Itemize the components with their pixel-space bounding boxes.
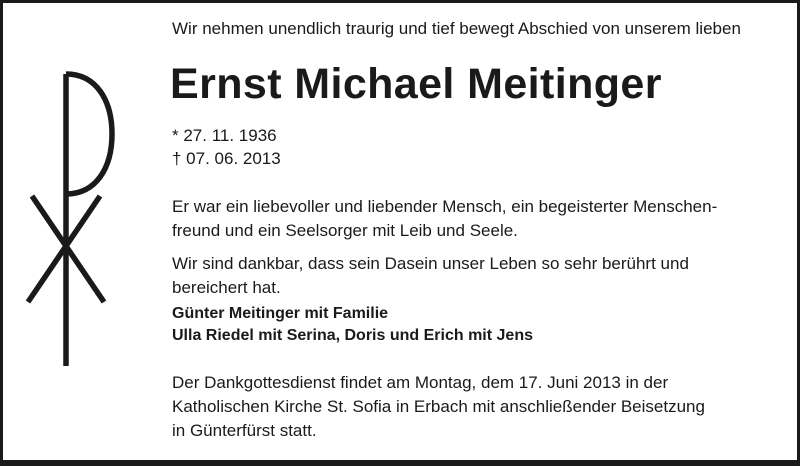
service-paragraph [172,371,772,443]
service-line: in Günterfürst statt. [172,421,317,440]
gratitude-line: bereichert hat. [172,278,281,297]
intro-text: Wir nehmen unendlich traurig und tief bewegt Abschied von unserem lieben [172,19,741,38]
life-dates [172,124,281,170]
death-date: † 07. 06. 2013 [172,149,281,168]
gratitude-paragraph [172,252,772,300]
mourner-line: Ulla Riedel mit Serina, Doris und Erich mit Jens [172,327,533,344]
chi-rho-icon [24,64,120,376]
tribute-line: freund und ein Seelsorger mit Leib und Seele. [172,221,518,240]
deceased-name: Ernst Michael Meitinger [170,60,662,108]
service-line: Der Dankgottesdienst findet am Montag, dem 17. Juni 2013 in der [172,373,669,392]
service-line: Katholischen Kirche St. Sofia in Erbach mit anschließender Beisetzung [172,397,705,416]
tribute-paragraph [172,195,772,243]
gratitude-line: Wir sind dankbar, dass sein Dasein unser Leben so sehr berührt und [172,254,689,273]
birth-date: * 27. 11. 1936 [172,126,277,145]
mourners-list [172,303,533,347]
mourner-line: Günter Meitinger mit Familie [172,305,389,322]
tribute-line: Er war ein liebevoller und liebender Mensch, ein begeisterter Menschen- [172,197,718,216]
